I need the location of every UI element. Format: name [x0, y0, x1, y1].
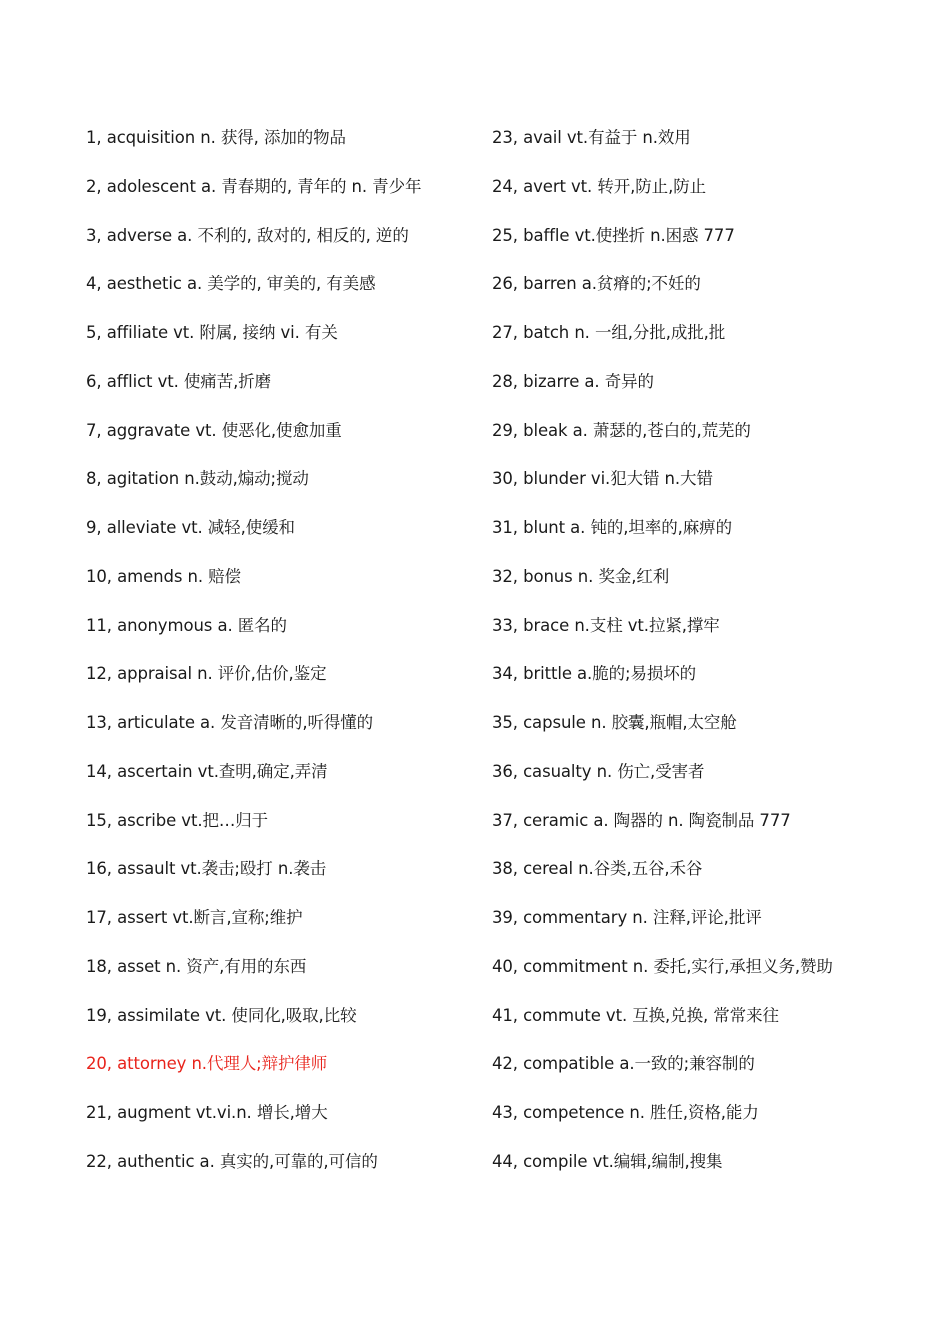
vocabulary-entry: 1, acquisition n. 获得, 添加的物品	[86, 128, 346, 147]
vocabulary-entry: 42, compatible a.一致的;兼容制的	[492, 1054, 755, 1074]
vocabulary-entry: 23, avail vt.有益于 n.效用	[492, 128, 691, 147]
vocabulary-entry: 19, assimilate vt. 使同化,吸取,比较	[86, 1005, 357, 1025]
vocabulary-entry: 8, agitation n.鼓动,煽动;搅动	[86, 469, 309, 489]
vocabulary-entry: 44, compile vt.编辑,编制,搜集	[492, 1151, 723, 1171]
vocabulary-entry: 9, alleviate vt. 减轻,使缓和	[86, 518, 295, 537]
vocabulary-entry: 17, assert vt.断言,宣称;维护	[86, 908, 303, 927]
vocabulary-entry: 36, casualty n. 伤亡,受害者	[492, 761, 705, 781]
vocabulary-entry: 26, barren a.贫瘠的;不妊的	[492, 274, 701, 294]
vocabulary-entry: 30, blunder vi.犯大错 n.大错	[492, 469, 713, 489]
vocabulary-entry: 14, ascertain vt.查明,确定,弄清	[86, 761, 328, 781]
vocabulary-entry: 12, appraisal n. 评价,估价,鉴定	[86, 664, 327, 684]
vocabulary-entry: 4, aesthetic a. 美学的, 审美的, 有美感	[86, 274, 376, 294]
vocabulary-entry: 35, capsule n. 胶囊,瓶帽,太空舱	[492, 713, 737, 732]
vocabulary-entry: 16, assault vt.袭击;殴打 n.袭击	[86, 859, 327, 879]
vocabulary-entry: 43, competence n. 胜任,资格,能力	[492, 1103, 759, 1122]
vocabulary-entry: 6, afflict vt. 使痛苦,折磨	[86, 371, 272, 391]
vocabulary-entry: 29, bleak a. 萧瑟的,苍白的,荒芜的	[492, 420, 751, 440]
vocabulary-entry: 5, affiliate vt. 附属, 接纳 vi. 有关	[86, 323, 338, 342]
vocabulary-entry: 33, brace n.支柱 vt.拉紧,撑牢	[492, 615, 720, 635]
vocabulary-entry: 32, bonus n. 奖金,红利	[492, 566, 670, 586]
vocabulary-entry: 10, amends n. 赔偿	[86, 566, 241, 586]
vocabulary-column-right	[492, 124, 932, 1197]
vocabulary-entry: 18, asset n. 资产,有用的东西	[86, 956, 307, 976]
vocabulary-column-left	[86, 124, 476, 1197]
vocabulary-entry: 39, commentary n. 注释,评论,批评	[492, 908, 762, 927]
vocabulary-entry: 11, anonymous a. 匿名的	[86, 615, 287, 635]
vocabulary-entry: 25, baffle vt.使挫折 n.困惑 777	[492, 225, 735, 245]
vocabulary-entry: 13, articulate a. 发音清晰的,听得懂的	[86, 713, 374, 732]
vocabulary-entry: 38, cereal n.谷类,五谷,禾谷	[492, 859, 703, 879]
vocabulary-entry: 41, commute vt. 互换,兑换, 常常来往	[492, 1005, 779, 1025]
vocabulary-entry: 15, ascribe vt.把…归于	[86, 810, 269, 830]
vocabulary-entry: 3, adverse a. 不利的, 敌对的, 相反的, 逆的	[86, 225, 409, 245]
vocabulary-entry: 2, adolescent a. 青春期的, 青年的 n. 青少年	[86, 176, 422, 196]
vocabulary-entry: 21, augment vt.vi.n. 增长,增大	[86, 1103, 328, 1122]
vocabulary-entry: 31, blunt a. 钝的,坦率的,麻痹的	[492, 518, 732, 537]
vocabulary-entry: 37, ceramic a. 陶器的 n. 陶瓷制品 777	[492, 810, 791, 830]
vocabulary-entry: 34, brittle a.脆的;易损坏的	[492, 664, 697, 684]
vocabulary-entry: 27, batch n. 一组,分批,成批,批	[492, 323, 726, 342]
vocabulary-entry: 40, commitment n. 委托,实行,承担义务,赞助	[492, 956, 833, 976]
vocabulary-entry: 24, avert vt. 转开,防止,防止	[492, 176, 707, 196]
vocabulary-entry: 7, aggravate vt. 使恶化,使愈加重	[86, 420, 342, 440]
vocabulary-entry: 20, attorney n.代理人;辩护律师	[86, 1054, 328, 1074]
vocabulary-entry: 22, authentic a. 真实的,可靠的,可信的	[86, 1151, 378, 1171]
vocabulary-entry: 28, bizarre a. 奇异的	[492, 371, 654, 391]
